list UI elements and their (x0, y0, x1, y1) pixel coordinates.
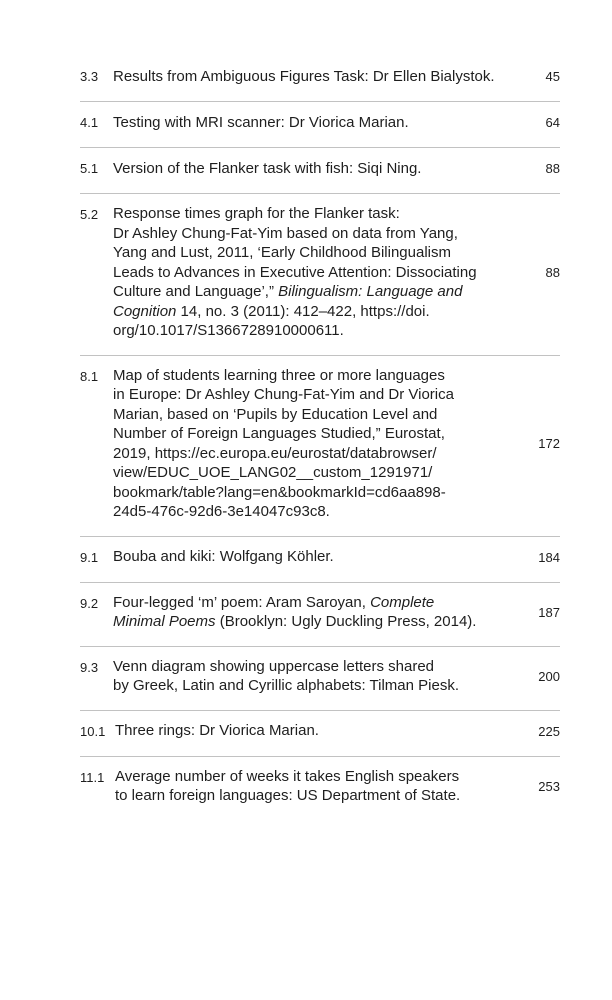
caption-line (113, 424, 522, 444)
caption-line (113, 547, 522, 567)
caption-text: Response times graph for the Flanker task: (113, 205, 400, 222)
caption-line (113, 676, 522, 696)
caption-text: Bouba and kiki: Wolfgang Köhler. (113, 548, 334, 566)
caption-text: in Europe: Dr Ashley Chung-Fat-Yim and Dr Viorica (113, 386, 454, 403)
caption-text: to learn foreign languages: US Department of State. (115, 787, 461, 804)
list-item (80, 194, 560, 356)
caption-line (113, 321, 522, 341)
caption-text: Testing with MRI scanner: Dr Viorica Marian. (113, 113, 409, 131)
page-number: 172 (538, 436, 560, 451)
page-number: 45 (545, 69, 560, 84)
caption-text: Number of Foreign Languages Studied,” Eurostat, (113, 425, 445, 442)
caption-line (113, 204, 522, 224)
figure-number: 8.1 (80, 368, 99, 384)
caption-text: Marian, based on ‘Pupils by Education Level and (113, 405, 438, 423)
figure-caption (115, 767, 528, 806)
figure-caption (113, 159, 528, 179)
caption-text: 14, no. 3 (2011): 412–422, https://doi. (176, 302, 430, 320)
caption-text: (Brooklyn: Ugly Duckling Press, 2014). (215, 613, 477, 630)
caption-line (113, 502, 522, 522)
caption-line (113, 463, 522, 483)
caption-line (113, 385, 522, 405)
caption-line (113, 657, 522, 677)
figure-list (80, 56, 560, 820)
caption-text: bookmark/table?lang=en&bookmarkId=cd6aa898- (113, 483, 446, 501)
caption-line (113, 243, 522, 263)
figure-caption (113, 204, 528, 341)
page-number: 64 (545, 115, 560, 130)
figure-number: 5.1 (80, 161, 99, 176)
caption-text: org/10.1017/S1366728910000611. (113, 322, 344, 339)
caption-line (115, 786, 522, 806)
figure-number: 10.1 (80, 723, 106, 739)
caption-text: Version of the Flanker task with fish: Siqi Ning. (113, 159, 422, 177)
figure-number: 9.2 (80, 595, 99, 611)
caption-line (115, 721, 522, 741)
figure-caption (113, 366, 528, 522)
caption-text: Yang and Lust, 2011, ‘Early Childhood Bilingualism (113, 244, 451, 261)
figure-caption (113, 547, 528, 567)
figure-caption (115, 721, 528, 741)
list-item (80, 102, 560, 148)
caption-line (115, 767, 522, 787)
figure-number: 5.2 (80, 207, 99, 222)
page-number: 200 (538, 668, 560, 684)
caption-line (113, 405, 522, 425)
caption-line (113, 113, 522, 133)
page-number: 253 (538, 778, 560, 794)
page-number: 225 (538, 723, 560, 739)
caption-line (113, 483, 522, 503)
caption-text: 24d5-476c-92d6-3e14047c93c8. (113, 503, 330, 520)
caption-text: view/EDUC_UOE_LANG02__custom_1291971/ (113, 464, 433, 481)
list-item (80, 148, 560, 194)
caption-line (113, 593, 522, 613)
figure-caption (113, 113, 528, 133)
page-number: 88 (545, 264, 560, 280)
caption-line (113, 224, 522, 244)
caption-line (113, 159, 522, 179)
page-number: 187 (538, 604, 560, 620)
list-item (80, 583, 560, 647)
page-number: 184 (538, 549, 560, 565)
caption-line (113, 263, 522, 283)
caption-italic-text: Bilingualism: Language and (278, 283, 463, 300)
list-item (80, 56, 560, 102)
figure-caption (113, 67, 528, 87)
caption-italic-text: Complete (370, 593, 435, 611)
caption-text: Average number of weeks it takes English speakers (115, 767, 460, 785)
caption-text: Dr Ashley Chung-Fat-Yim based on data from Yang, (113, 224, 458, 242)
caption-text: Venn diagram showing uppercase letters shared (113, 657, 435, 675)
list-item (80, 757, 560, 820)
list-item (80, 647, 560, 711)
caption-line (113, 282, 522, 302)
caption-text: 2019, https://ec.europa.eu/eurostat/databrowser/ (113, 444, 437, 462)
caption-line (113, 67, 522, 87)
caption-line (113, 612, 522, 632)
figure-number: 3.3 (80, 69, 99, 84)
caption-line (113, 366, 522, 386)
list-item (80, 537, 560, 583)
figure-caption (113, 657, 528, 696)
caption-text: Three rings: Dr Viorica Marian. (115, 722, 319, 740)
caption-italic-text: Minimal Poems (113, 613, 216, 630)
page-number: 88 (545, 161, 560, 176)
figure-number: 9.3 (80, 659, 99, 675)
caption-text: Four-legged ‘m’ poem: Aram Saroyan, (113, 593, 371, 611)
caption-text: Leads to Advances in Executive Attention: Dissociating (113, 263, 477, 281)
caption-text: by Greek, Latin and Cyrillic alphabets: Tilman Piesk. (113, 677, 459, 694)
caption-line (113, 302, 522, 322)
list-item (80, 711, 560, 757)
caption-text: Map of students learning three or more languages (113, 366, 445, 384)
figure-number: 4.1 (80, 115, 99, 130)
list-item (80, 356, 560, 537)
caption-italic-text: Cognition (113, 302, 177, 320)
figure-caption (113, 593, 528, 632)
figure-number: 11.1 (80, 769, 105, 785)
figure-number: 9.1 (80, 549, 99, 565)
caption-text: Culture and Language’,” (113, 283, 279, 300)
caption-line (113, 444, 522, 464)
caption-text: Results from Ambiguous Figures Task: Dr Ellen Bialystok. (113, 67, 495, 85)
